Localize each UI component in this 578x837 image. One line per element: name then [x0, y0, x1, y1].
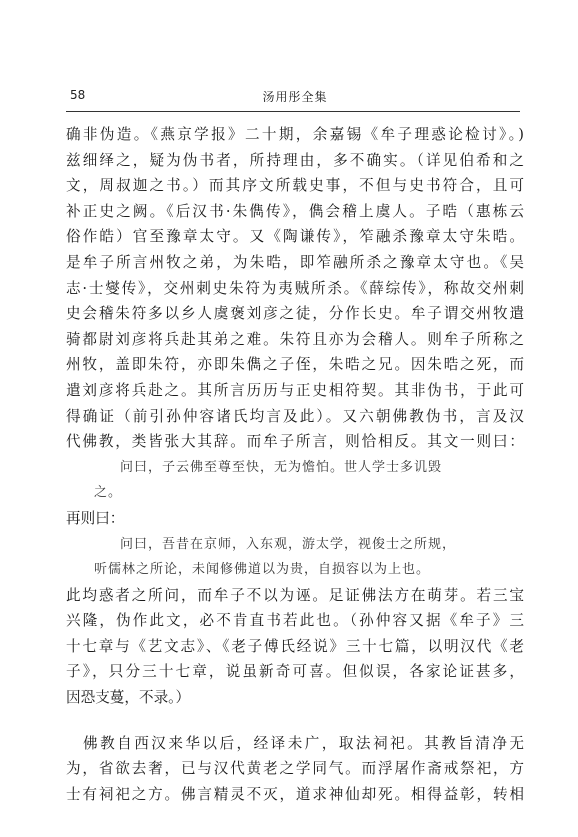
- block-quote-line: 听儒林之所论，未闻修佛道以为贵，自损容以为上也。: [94, 562, 431, 578]
- text-line: 佛教自西汉来华以后，经译未广，取法祠祀。其教旨清净无: [66, 734, 524, 752]
- text-line: 补正史之阙。《后汉书·朱儁传》，儁会稽上虞人。子晧（惠栋云: [66, 202, 524, 220]
- body-text: [66, 122, 524, 807]
- page-header: [70, 88, 520, 108]
- running-title: 汤用彤全集: [262, 90, 328, 104]
- text-line: 兴隆，伪作此文，必不肯直书若此也。（孙仲容又据《牟子》三: [66, 612, 524, 630]
- block-quote-line: 问曰，子云佛至尊至快，无为憺怕。世人学士多讥毁: [120, 459, 443, 475]
- text-line: 为，省欲去奢，已与汉代黄老之学同气。而浮屠作斋戒祭祀，方: [66, 760, 524, 778]
- text-line: 此均惑者之所问，而牟子不以为诬。足证佛法方在萌芽。若三宝: [66, 586, 524, 604]
- text-line: 士有祠祀之方。佛言精灵不灭，道求神仙却死。相得益彰，转相: [66, 785, 524, 803]
- text-line: 十七章与《艺文志》、《老子傅氏经说》三十七篇，以明汉代《老: [66, 637, 524, 655]
- block-quote-line: 之。: [94, 485, 123, 501]
- text-line: 兹细绎之，疑为伪书者，所持理由，多不确实。（详见伯希和之: [66, 151, 524, 169]
- text-line: 得确证（前引孙仲容诸氏均言及此）。又六朝佛教伪书，言及汉: [66, 407, 524, 425]
- block-quote-line: 问曰，吾昔在京师，入东观，游太学，视俊士之所规，: [120, 536, 457, 552]
- text-line: 因恐支蔓，不录。）: [66, 689, 191, 707]
- text-line: 史会稽朱符多以乡人虞褒刘彦之徒，分作长史。牟子谓交州牧遣: [66, 305, 524, 323]
- text-line: 再则曰：: [66, 509, 125, 527]
- text-line: 志·士燮传》，交州刺史朱符为夷贼所杀。《薛综传》，称故交州刺: [66, 279, 524, 297]
- header-rule: [66, 111, 520, 112]
- text-line: 确非伪造。《燕京学报》二十期，余嘉锡《牟子理惑论检讨》。): [66, 126, 524, 143]
- text-line: 骑都尉刘彦将兵赴其弟之难。朱符且亦为会稽人。则牟子所称之: [66, 330, 524, 348]
- paragraph-gap: [66, 711, 524, 731]
- text-line: 文，周叔迦之书。）而其序文所载史事，不但与史书符合，且可: [66, 177, 524, 195]
- text-line: 州牧，盖即朱符，亦即朱儁之子侄，朱晧之兄。因朱晧之死，而: [66, 356, 524, 374]
- text-line: 代佛教，类皆张大其辞。而牟子所言，则恰相反。其文一则曰：: [66, 433, 524, 451]
- text-line: 子》，只分三十七章，说虽新奇可喜。但似误，各家论证甚多，: [66, 663, 524, 681]
- text-line: 是牟子所言州牧之弟，为朱晧，即笮融所杀之豫章太守也。《吴: [66, 253, 524, 271]
- text-line: 遣刘彦将兵赴之。其所言历历与正史相符契。其非伪书，于此可: [66, 381, 524, 399]
- page-number: 58: [70, 88, 86, 102]
- text-line: 俗作皓）官至豫章太守。又《陶谦传》，笮融杀豫章太守朱晧。: [66, 228, 524, 246]
